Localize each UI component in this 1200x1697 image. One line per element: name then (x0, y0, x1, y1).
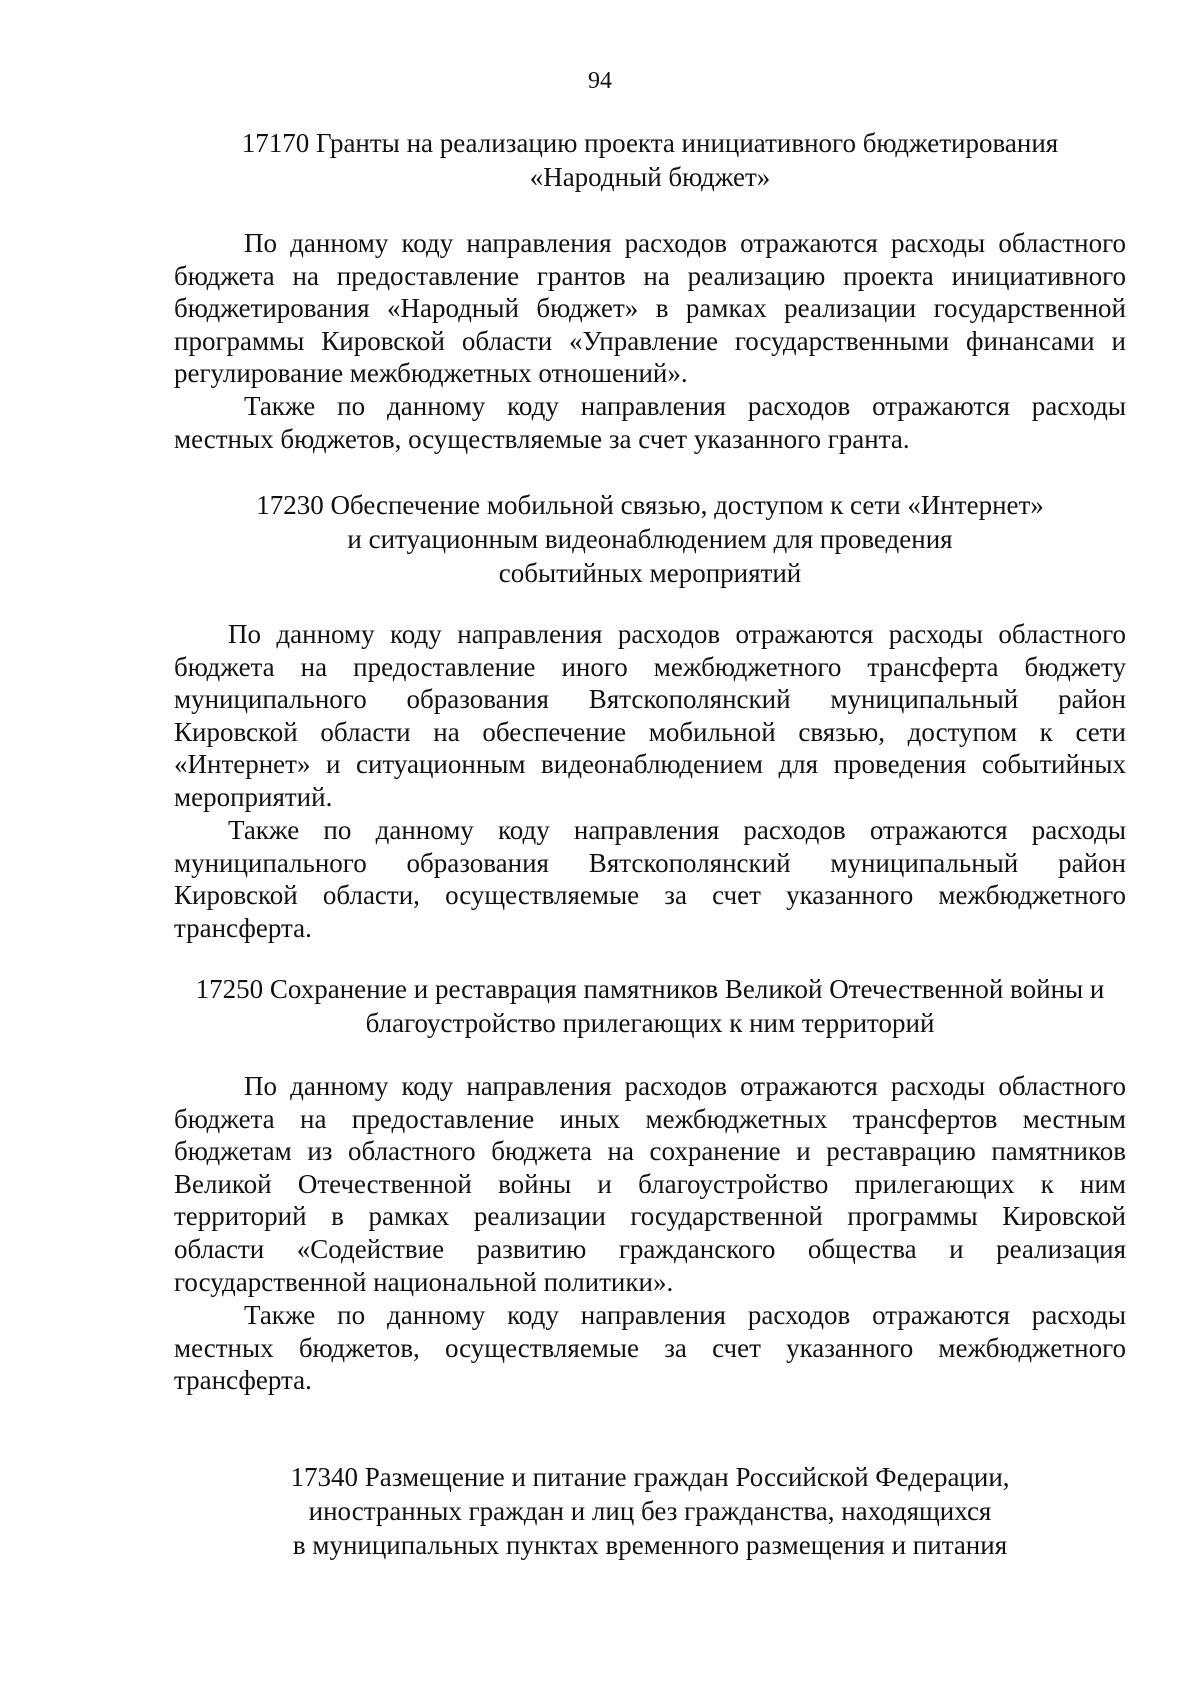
paragraph-line: «Интернет» и ситуационным видеонаблюдением для проведения событийных (174, 749, 1126, 780)
heading-line: 17340 Размещение и питание граждан Российской Федерации, (290, 1462, 1010, 1492)
paragraph-line: Также по данному коду направления расходов отражаются расходы (244, 391, 1126, 421)
paragraph-line: регулирование межбюджетных отношений». (174, 358, 688, 389)
paragraph-line: бюджетирования «Народный бюджет» в рамках реализации государственной (174, 293, 1126, 324)
heading-line: благоустройство прилегающих к ним территорий (365, 1008, 935, 1038)
heading-line: в муниципальных пунктах временного размещения и питания (292, 1530, 1008, 1560)
paragraph-line: государственной национальной политики». (174, 1266, 674, 1297)
heading-line: 17170 Гранты на реализацию проекта инициативного бюджетирования (241, 128, 1059, 158)
paragraph-line: муниципального образования Вятскополянский муниципальный район (174, 847, 1126, 878)
paragraph-line: мероприятий. (174, 781, 333, 812)
heading-line: «Народный бюджет» (529, 162, 771, 192)
heading-line: и ситуационным видеонаблюдением для проведения (347, 524, 953, 554)
paragraph-line: области «Содействие развитию гражданского общества и реализация (174, 1233, 1126, 1264)
paragraph-line: Кировской области на обеспечение мобильной связью, доступом к сети (174, 716, 1126, 747)
paragraph-line: трансферта. (174, 1365, 312, 1396)
paragraph (174, 390, 1126, 455)
paragraph-line: По данному коду направления расходов отражаются расходы областного (244, 1071, 1126, 1101)
paragraph (174, 1299, 1126, 1397)
page-number: 94 (588, 68, 612, 94)
paragraph-line: Также по данному коду направления расходов отражаются расходы (244, 1300, 1126, 1330)
paragraph-line: местных бюджетов, осуществляемые за счет указанного гранта. (174, 423, 910, 454)
paragraph-line: территорий в рамках реализации государственной программы Кировской (174, 1201, 1126, 1232)
paragraph (174, 814, 1126, 944)
paragraph-line: бюджета на предоставление грантов на реализацию проекта инициативного (174, 260, 1126, 291)
paragraph (174, 618, 1126, 814)
paragraph-line: Также по данному коду направления расходов отражаются расходы (228, 815, 1126, 845)
paragraph-line: муниципального образования Вятскополянский муниципальный район (174, 684, 1126, 715)
section-heading-17230 (170, 488, 1130, 590)
paragraph-line: Кировской области, осуществляемые за счет указанного межбюджетного (174, 880, 1126, 911)
paragraph-line: местных бюджетов, осуществляемые за счет указанного межбюджетного (174, 1332, 1126, 1363)
paragraph-line: бюджетам из областного бюджета на сохранение и реставрацию памятников (174, 1136, 1126, 1167)
paragraph (174, 1070, 1126, 1298)
paragraph-line: бюджета на предоставление иных межбюджетных трансфертов местным (174, 1103, 1126, 1134)
paragraph-line: бюджета на предоставление иного межбюджетного трансферта бюджету (174, 651, 1126, 682)
paragraph-line: По данному коду направления расходов отражаются расходы областного (244, 228, 1126, 258)
heading-line: событийных мероприятий (498, 558, 802, 588)
paragraph-line: Великой Отечественной войны и благоустройство прилегающих к ним (174, 1168, 1126, 1199)
paragraph (174, 227, 1126, 390)
section-heading-17340 (170, 1460, 1130, 1562)
heading-line: иностранных граждан и лиц без гражданства, находящихся (308, 1496, 992, 1526)
section-heading-17170 (170, 126, 1130, 194)
paragraph-line: трансферта. (174, 912, 312, 943)
section-heading-17250 (170, 972, 1130, 1040)
heading-line: 17250 Сохранение и реставрация памятников Великой Отечественной войны и (195, 974, 1105, 1004)
paragraph-line: По данному коду направления расходов отражаются расходы областного (228, 619, 1126, 649)
heading-line: 17230 Обеспечение мобильной связью, доступом к сети «Интернет» (256, 490, 1044, 520)
paragraph-line: программы Кировской области «Управление государственными финансами и (174, 325, 1126, 356)
